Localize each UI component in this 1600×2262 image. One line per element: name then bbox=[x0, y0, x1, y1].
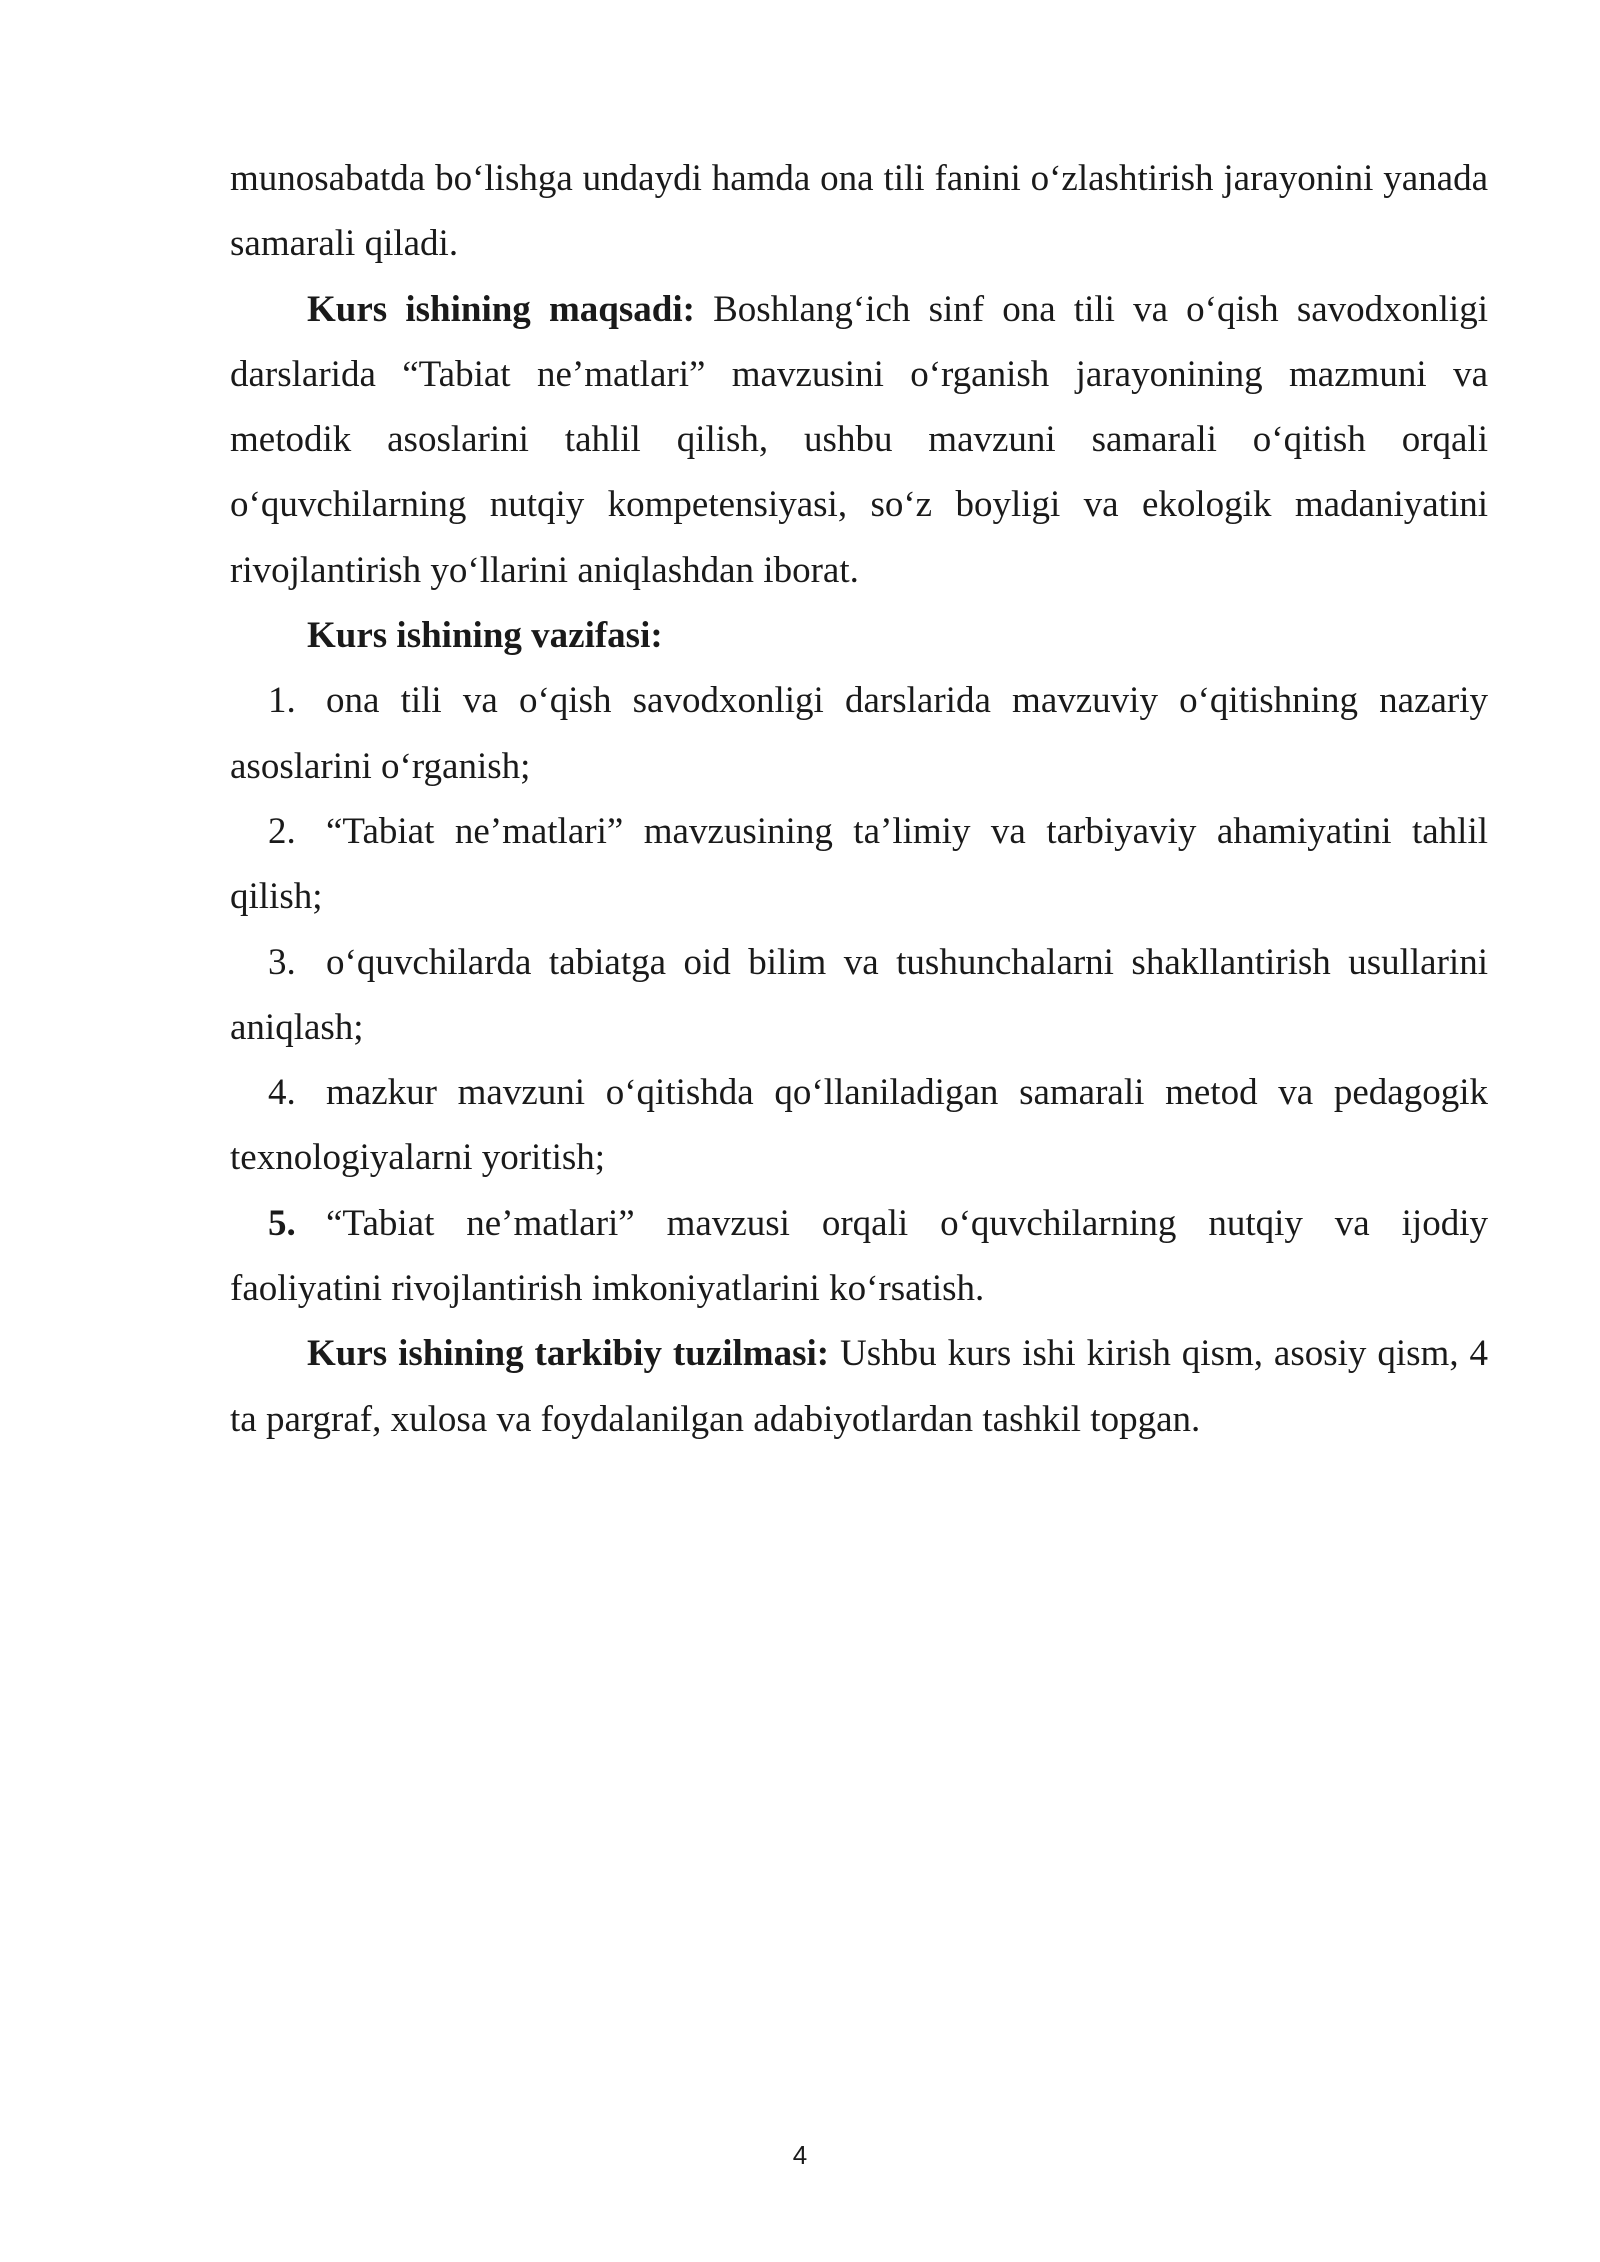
task-text-3: o‘quvchilarda tabiatga oid bilim va tushunchalarni shakllantirish usullarini aniqlash; bbox=[230, 941, 1488, 1048]
structure-paragraph bbox=[230, 1321, 1488, 1452]
task-text-4: mazkur mavzuni o‘qitishda qo‘llaniladigan samarali metod va pedagogik texnologiyalarni yoritish; bbox=[230, 1072, 1488, 1179]
page-number: 4 bbox=[792, 2140, 808, 2170]
task-number-3: 3. bbox=[268, 941, 296, 983]
task-item-1 bbox=[230, 668, 1488, 799]
task-number-4: 4. bbox=[268, 1072, 296, 1114]
goal-label: Kurs ishining maqsadi: bbox=[307, 288, 695, 330]
document-page bbox=[230, 146, 1488, 1452]
task-number-1: 1. bbox=[268, 680, 296, 722]
task-text-2: “Tabiat ne’matlari” mavzusining ta’limiy va tarbiyaviy ahamiyatini tahlil qilish; bbox=[230, 810, 1488, 918]
tasks-label: Kurs ishining vazifasi: bbox=[307, 615, 663, 657]
goal-text: Boshlang‘ich sinf ona tili va o‘qish savodxonligi darslarida “Tabiat ne’matlari” mavzusini o‘rganish jarayonining mazmuni va metodik asoslarini tahlil qilish, ushbu mavzuni samarali o‘qitish orqali o‘quvchilarning nutqiy kompetensiyasi, so‘z boyligi va ekologik madaniyatini rivojlantirish yo‘llarini aniqlashdan iborat. bbox=[230, 288, 1488, 591]
task-number-2: 2. bbox=[268, 810, 296, 852]
tasks-heading bbox=[230, 603, 1488, 668]
task-item-4 bbox=[230, 1060, 1488, 1191]
task-text-5: “Tabiat ne’matlari” mavzusi orqali o‘quvchilarning nutqiy va ijodiy faoliyatini rivojlantirish imkoniyatlarini ko‘rsatish. bbox=[230, 1202, 1488, 1310]
task-item-5 bbox=[230, 1191, 1488, 1322]
task-item-2 bbox=[230, 799, 1488, 930]
task-text-1: ona tili va o‘qish savodxonligi darslarida mavzuviy o‘qitishning nazariy asoslarini o‘rganish; bbox=[230, 680, 1488, 787]
goal-paragraph bbox=[230, 277, 1488, 603]
task-number-5: 5. bbox=[268, 1202, 296, 1244]
task-item-3 bbox=[230, 930, 1488, 1061]
intro-paragraph: munosabatda bo‘lishga undaydi hamda ona tili fanini o‘zlashtirish jarayonini yanada samarali qiladi. bbox=[230, 158, 1488, 265]
structure-label: Kurs ishining tarkibiy tuzilmasi: bbox=[307, 1333, 830, 1375]
structure-text: Ushbu kurs ishi kirish qism, asosiy qism, 4 ta pargraf, xulosa va foydalanilgan adabiyotlardan tashkil topgan. bbox=[230, 1333, 1488, 1440]
